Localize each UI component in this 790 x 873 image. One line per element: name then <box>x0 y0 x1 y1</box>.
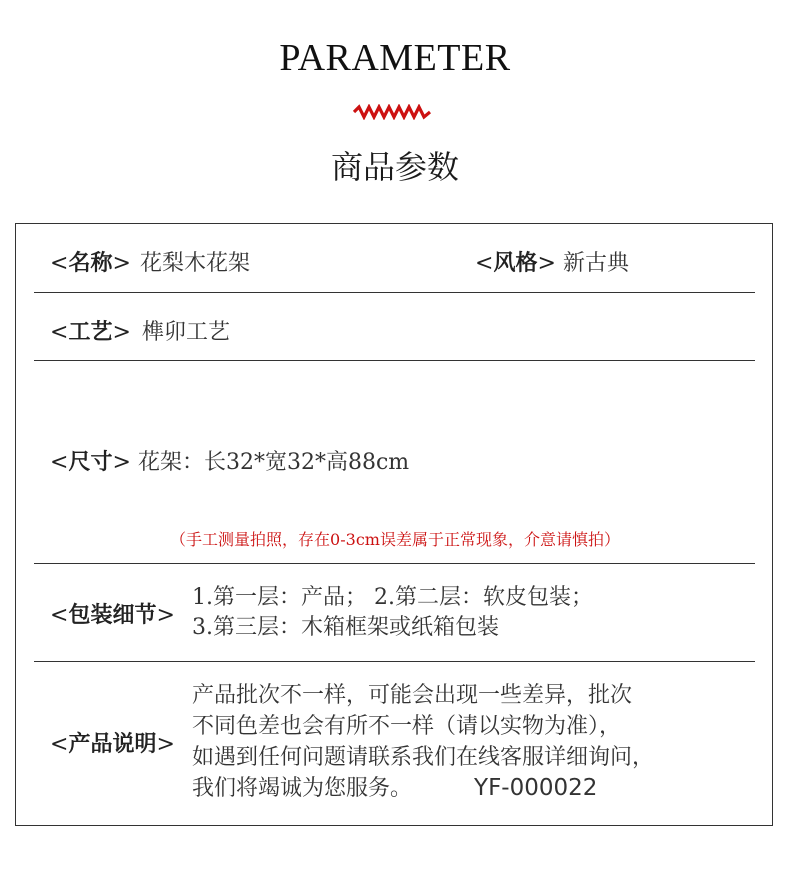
description-line: 不同色差也会有所不一样（请以实物为准）， <box>192 714 622 739</box>
row-divider <box>34 563 755 564</box>
row-divider <box>34 661 755 662</box>
zigzag-ornament-icon <box>353 104 431 120</box>
style-label: <风格> <box>475 250 556 276</box>
size-label: <尺寸> <box>50 449 131 475</box>
row-divider <box>34 292 755 293</box>
size-note: （手工测量拍照，存在0-3cm误差属于正常现象，介意请慎拍） <box>170 530 620 549</box>
craft-label: <工艺> <box>50 319 131 345</box>
description-line: 产品批次不一样，可能会出现一些差异，批次 <box>192 683 633 708</box>
product-code: YF-000022 <box>474 775 598 801</box>
packing-details <box>192 583 593 643</box>
description-line: 如遇到任何问题请联系我们在线客服详细询问， <box>192 745 655 770</box>
page-title-chinese: 商品参数 <box>330 148 459 186</box>
size-value: 花架：长32*宽32*高88cm <box>138 450 410 475</box>
description-line: 我们将竭诚为您服务。 YF-000022 <box>192 775 598 801</box>
style-value: 新古典 <box>563 251 630 276</box>
row-divider <box>34 360 755 361</box>
packing-line: 1.第一层：产品； 2.第二层：软皮包装； <box>192 585 593 610</box>
name-label: <名称> <box>50 250 131 276</box>
packing-line: 3.第三层：木箱框架或纸箱包装 <box>192 615 499 640</box>
name-value: 花梨木花架 <box>140 251 251 276</box>
description-label: <产品说明> <box>50 731 175 757</box>
craft-value: 榫卯工艺 <box>142 320 231 345</box>
page-title-english: PARAMETER <box>279 37 511 79</box>
packing-label: <包装细节> <box>50 602 175 628</box>
description-text <box>192 680 654 804</box>
